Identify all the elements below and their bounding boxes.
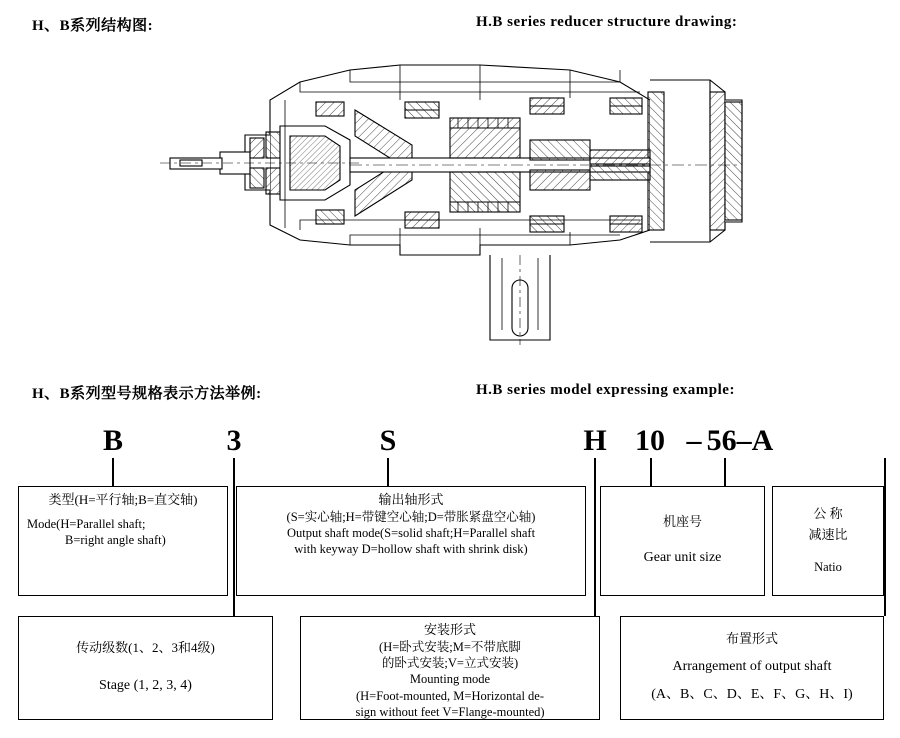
box-arr-en-1: Arrangement of output shaft [672,659,832,675]
box-stage-cn: 传动级数(1、2、3和4级) [76,640,215,656]
structure-heading-en: H.B series reducer structure drawing: [476,14,738,30]
box-mount-cn-3: 的卧式安装;V=立式安装) [381,656,519,671]
box-arr-cn: 布置形式 [725,631,778,647]
box-stage [18,616,273,720]
box-ratio-en: Natio [814,560,842,575]
connector-ratio [724,458,726,486]
box-output-cn-line2: (S=实心轴;H=带键空心轴;D=带胀紧盘空心轴) [286,509,536,524]
box-ratio-cn-2: 减速比 [808,527,848,543]
model-heading-en: H.B series model expressing example: [476,382,735,398]
box-mount-en-2: (H=Foot-mounted, M=Horizontal de- [355,688,545,703]
box-mount-en-1: Mounting mode [409,672,491,687]
code-ratio-arrangement: 56–A [706,424,774,457]
code-stage-digit: 3 [226,424,242,457]
box-output-cn-title: 输出轴形式 [378,492,444,507]
box-mount-cn-2: (H=卧式安装;M=不带底脚 [379,639,521,654]
box-output-shaft [236,486,586,596]
box-mount-cn-title: 安装形式 [423,622,476,637]
box-ratio-cn-1: 公 称 [813,506,843,522]
box-ratio [772,486,884,596]
code-size-number: 10 [635,424,665,457]
box-mounting-mode [300,616,600,720]
box-type [18,486,228,596]
box-output-en-1: Output shaft mode(S=solid shaft;H=Parallel shaft [286,526,536,541]
box-mount-en-3: sign without feet V=Flange-mounted) [355,704,545,719]
connector-size [650,458,652,486]
box-type-cn: 类型(H=平行轴;B=直交轴) [48,492,198,507]
code-type-letter: B [102,424,123,457]
code-dash: – [686,424,702,457]
box-gear-unit-size [600,486,765,596]
connector-stage-vert [233,458,235,616]
connector-arrangement-vert [884,458,886,616]
reducer-sectional-drawing [150,40,750,350]
box-size-cn: 机座号 [662,514,702,530]
code-mounting-letter: H [583,424,607,457]
code-output-shaft-letter: S [379,424,397,457]
connector-mount-vert [594,458,596,616]
box-output-en-2: with keyway D=hollow shaft with shrink disk) [294,542,528,557]
box-type-en-2: B=right angle shaft) [65,533,166,548]
box-size-en: Gear unit size [643,550,722,566]
box-type-en-1: Mode(H=Parallel shaft; [27,516,146,531]
box-arrangement [620,616,884,720]
connector-type [112,458,114,486]
model-heading-cn: H、B系列型号规格表示方法举例: [32,386,262,402]
structure-heading-cn: H、B系列结构图: [32,18,154,34]
box-stage-en: Stage (1, 2, 3, 4) [99,678,192,694]
connector-output [387,458,389,486]
box-arr-en-2: (A、B、C、D、E、F、G、H、I) [651,687,853,703]
